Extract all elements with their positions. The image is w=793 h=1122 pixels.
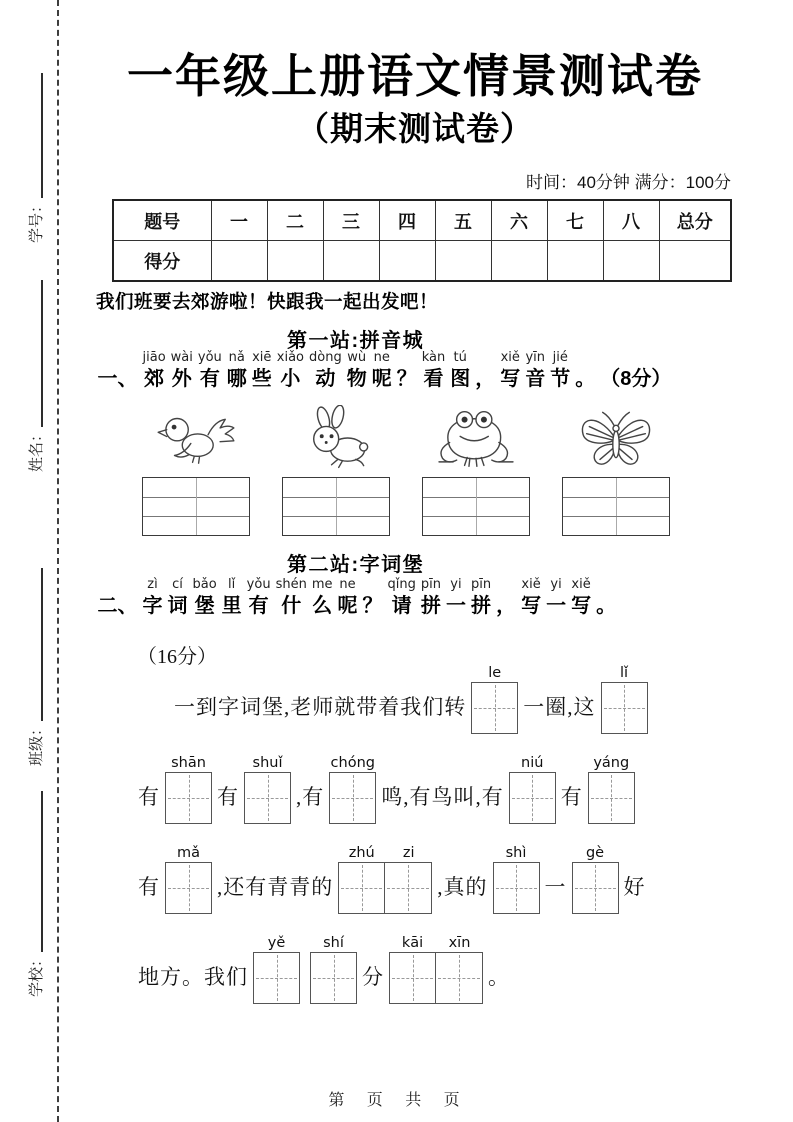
passage-text: ,还有青青的 bbox=[217, 875, 334, 899]
passage-text: ,有 bbox=[296, 785, 325, 809]
tianzige-cell[interactable] bbox=[389, 952, 436, 1004]
writing-grid[interactable] bbox=[389, 934, 483, 1004]
ruby-pair: yǒu 有 bbox=[246, 577, 271, 617]
passage-text: 一到字词堡,老师就带着我们转 bbox=[174, 695, 467, 719]
student-name-blank[interactable] bbox=[37, 280, 43, 427]
passage-line bbox=[138, 754, 742, 824]
pinyin-label: zhú bbox=[348, 845, 375, 861]
writing-grid[interactable] bbox=[165, 844, 212, 914]
question-number-header: 题号 bbox=[113, 200, 211, 241]
student-class-label: 班级： bbox=[28, 720, 45, 766]
col-7: 七 bbox=[547, 200, 603, 241]
ruby-pair: wài 外 bbox=[170, 350, 193, 390]
pinyin-label: shì bbox=[505, 845, 527, 861]
student-class-blank[interactable] bbox=[37, 568, 43, 721]
passage-text: 有 bbox=[138, 875, 160, 899]
student-number-label: 学号： bbox=[28, 197, 45, 243]
question-2-text bbox=[95, 577, 740, 619]
score-table bbox=[112, 199, 732, 282]
sidebar-field-student-class bbox=[28, 568, 46, 766]
grid-divider bbox=[336, 478, 337, 535]
student-name-label: 姓名： bbox=[28, 426, 45, 472]
writing-grid[interactable] bbox=[253, 934, 300, 1004]
writing-grid[interactable] bbox=[471, 664, 518, 734]
col-5: 五 bbox=[435, 200, 491, 241]
ruby-pair: tú 图 bbox=[450, 350, 471, 390]
ruby-pair: ne 呢 bbox=[337, 577, 358, 617]
pinyin-label: chóng bbox=[330, 755, 375, 771]
ruby-pair: ， bbox=[475, 368, 496, 390]
page-footer: 第 页 共 页 bbox=[328, 1092, 462, 1109]
score-row-label: 得分 bbox=[113, 241, 211, 282]
tianzige-cell[interactable] bbox=[338, 862, 385, 914]
tianzige-cell[interactable] bbox=[165, 862, 212, 914]
passage-text: 有 bbox=[560, 785, 583, 809]
frog-answer-grid[interactable] bbox=[422, 477, 530, 536]
animal-item-frog bbox=[422, 403, 530, 536]
animal-item-rabbit bbox=[282, 403, 390, 536]
tianzige-cell[interactable] bbox=[471, 682, 518, 734]
rabbit-answer-grid[interactable] bbox=[282, 477, 390, 536]
passage-line bbox=[138, 934, 742, 1004]
total-score-header: 总分 bbox=[659, 200, 731, 241]
ruby-pair: yi 一 bbox=[445, 577, 466, 617]
pinyin-label: shān bbox=[171, 755, 206, 771]
writing-grid[interactable] bbox=[244, 754, 291, 824]
ruby-pair: ？ bbox=[362, 595, 383, 617]
pinyin-label: le bbox=[488, 665, 502, 681]
grid-divider bbox=[616, 478, 617, 535]
tianzige-cell[interactable] bbox=[244, 772, 291, 824]
col-1: 一 bbox=[211, 200, 267, 241]
tianzige-cell[interactable] bbox=[509, 772, 556, 824]
writing-grid[interactable] bbox=[601, 664, 648, 734]
writing-grid[interactable] bbox=[165, 754, 212, 824]
col-3: 三 bbox=[323, 200, 379, 241]
question-2-score: （16分） bbox=[137, 646, 217, 668]
pinyin-label: lǐ bbox=[619, 665, 629, 681]
ruby-pair: （8分） bbox=[600, 368, 672, 390]
butterfly-image bbox=[571, 403, 661, 471]
ruby-pair: ne 呢 bbox=[371, 350, 392, 390]
seal-dashed-line bbox=[57, 0, 59, 1122]
score-table-score-row bbox=[113, 241, 731, 282]
ruby-pair: jiāo 郊 bbox=[142, 350, 166, 390]
ruby-pair: jié 节 bbox=[550, 350, 571, 390]
score-cell[interactable] bbox=[211, 241, 267, 282]
station-2-heading: 第二站:字词堡 bbox=[287, 554, 425, 576]
student-school-blank[interactable] bbox=[37, 791, 43, 952]
sidebar-field-student-name bbox=[28, 280, 46, 472]
col-8: 八 bbox=[603, 200, 659, 241]
student-number-blank[interactable] bbox=[37, 73, 43, 198]
score-cell[interactable] bbox=[379, 241, 435, 282]
passage-text: 有 bbox=[138, 785, 160, 809]
tianzige-cell[interactable] bbox=[588, 772, 635, 824]
butterfly-answer-grid[interactable] bbox=[562, 477, 670, 536]
page-title: 一年级上册语文情景测试卷 bbox=[127, 50, 703, 102]
passage-text: 鸣,有鸟叫,有 bbox=[381, 785, 504, 809]
score-cell[interactable] bbox=[603, 241, 659, 282]
ruby-pair: yīn 音 bbox=[525, 350, 546, 390]
tianzige-cell[interactable] bbox=[493, 862, 540, 914]
tianzige-cell[interactable] bbox=[385, 862, 432, 914]
ruby-pair: 。 bbox=[596, 595, 617, 617]
pinyin-label: zi bbox=[402, 845, 415, 861]
ruby-pair: yi 一 bbox=[546, 577, 567, 617]
student-school-label: 学校： bbox=[28, 951, 45, 997]
animal-item-butterfly bbox=[562, 403, 670, 536]
intro-sentence: 我们班要去郊游啦！快跟我一起出发吧！ bbox=[96, 291, 439, 312]
pinyin-label: gè bbox=[585, 845, 605, 861]
question-1-text bbox=[95, 350, 740, 392]
ruby-pair: nǎ 哪 bbox=[226, 350, 247, 390]
ruby-pair: ， bbox=[496, 595, 517, 617]
ruby-pair: xiě 写 bbox=[571, 577, 592, 617]
ruby-pair: wù 物 bbox=[346, 350, 367, 390]
pinyin-label: yáng bbox=[593, 755, 630, 771]
pinyin-label: shí bbox=[323, 935, 344, 951]
time-score-meta: 时间：40分钟 满分：100分 bbox=[526, 173, 731, 192]
animal-item-bird bbox=[142, 403, 250, 536]
station-1-heading: 第一站:拼音城 bbox=[287, 330, 425, 352]
ruby-pair: dòng 动 bbox=[309, 350, 342, 390]
tianzige-cell[interactable] bbox=[253, 952, 300, 1004]
score-table-header-row bbox=[113, 200, 731, 241]
passage-text: 地方。我们 bbox=[138, 965, 248, 989]
grid-divider bbox=[476, 478, 477, 535]
total-score-cell[interactable] bbox=[659, 241, 731, 282]
question-2-passage bbox=[138, 664, 742, 1024]
ruby-pair: xiě 写 bbox=[521, 577, 542, 617]
score-cell[interactable] bbox=[323, 241, 379, 282]
col-6: 六 bbox=[491, 200, 547, 241]
ruby-pair: me 么 bbox=[311, 577, 333, 617]
rabbit-image bbox=[291, 403, 381, 471]
passage-text: ,真的 bbox=[437, 875, 488, 899]
ruby-pair: ？ bbox=[396, 368, 417, 390]
pinyin-label: yě bbox=[267, 935, 286, 951]
ruby-pair: 一、 bbox=[97, 368, 138, 390]
frog-image bbox=[432, 403, 520, 471]
passage-text: 。 bbox=[488, 965, 510, 989]
writing-grid[interactable] bbox=[329, 754, 376, 824]
bird-answer-grid[interactable] bbox=[142, 477, 250, 536]
sidebar-field-student-number bbox=[28, 73, 46, 243]
ruby-pair: pīn 拼 bbox=[420, 577, 441, 617]
writing-grid[interactable] bbox=[493, 844, 540, 914]
sidebar-field-student-school bbox=[28, 791, 46, 997]
ruby-pair: zì 字 bbox=[142, 577, 163, 617]
passage-line bbox=[138, 844, 742, 914]
writing-grid[interactable] bbox=[509, 754, 556, 824]
pinyin-label: kāi bbox=[401, 935, 424, 951]
score-cell[interactable] bbox=[491, 241, 547, 282]
tianzige-cell[interactable] bbox=[572, 862, 619, 914]
passage-text: 一 bbox=[544, 875, 567, 899]
tianzige-cell[interactable] bbox=[601, 682, 648, 734]
tianzige-cell[interactable] bbox=[329, 772, 376, 824]
passage-text: 分 bbox=[362, 965, 384, 989]
question-1-answer-area bbox=[142, 403, 670, 536]
writing-grid[interactable] bbox=[572, 844, 619, 914]
tianzige-cell[interactable] bbox=[165, 772, 212, 824]
tianzige-cell[interactable] bbox=[436, 952, 483, 1004]
passage-line bbox=[138, 664, 742, 734]
passage-text: 一圈,这 bbox=[523, 695, 596, 719]
tianzige-cell[interactable] bbox=[310, 952, 357, 1004]
pinyin-label: shuǐ bbox=[252, 755, 283, 771]
ruby-pair: yǒu 有 bbox=[197, 350, 222, 390]
grid-divider bbox=[196, 478, 197, 535]
pinyin-label: xīn bbox=[448, 935, 471, 951]
bird-image bbox=[153, 403, 239, 471]
ruby-pair: 。 bbox=[575, 368, 596, 390]
ruby-pair: xiě 写 bbox=[500, 350, 521, 390]
writing-grid[interactable] bbox=[588, 754, 635, 824]
writing-grid[interactable] bbox=[338, 844, 432, 914]
ruby-pair: qǐng 请 bbox=[387, 577, 416, 617]
ruby-pair: shén 什 bbox=[275, 577, 307, 617]
col-2: 二 bbox=[267, 200, 323, 241]
passage-text: 好 bbox=[623, 875, 646, 899]
col-4: 四 bbox=[379, 200, 435, 241]
score-cell[interactable] bbox=[267, 241, 323, 282]
passage-text: 有 bbox=[217, 785, 239, 809]
ruby-pair: pīn 拼 bbox=[470, 577, 492, 617]
ruby-pair: cí 词 bbox=[167, 577, 188, 617]
pinyin-label: mǎ bbox=[176, 845, 200, 861]
ruby-pair: 二、 bbox=[97, 595, 138, 617]
ruby-pair: xiǎo 小 bbox=[276, 350, 304, 390]
ruby-pair: kàn 看 bbox=[421, 350, 446, 390]
score-cell[interactable] bbox=[435, 241, 491, 282]
ruby-pair: xiē 些 bbox=[251, 350, 272, 390]
ruby-pair: bǎo 堡 bbox=[192, 577, 217, 617]
page-subtitle: （期末测试卷） bbox=[296, 110, 534, 147]
writing-grid[interactable] bbox=[310, 934, 357, 1004]
pinyin-label: niú bbox=[521, 755, 544, 771]
score-cell[interactable] bbox=[547, 241, 603, 282]
ruby-pair: lǐ 里 bbox=[221, 577, 242, 617]
